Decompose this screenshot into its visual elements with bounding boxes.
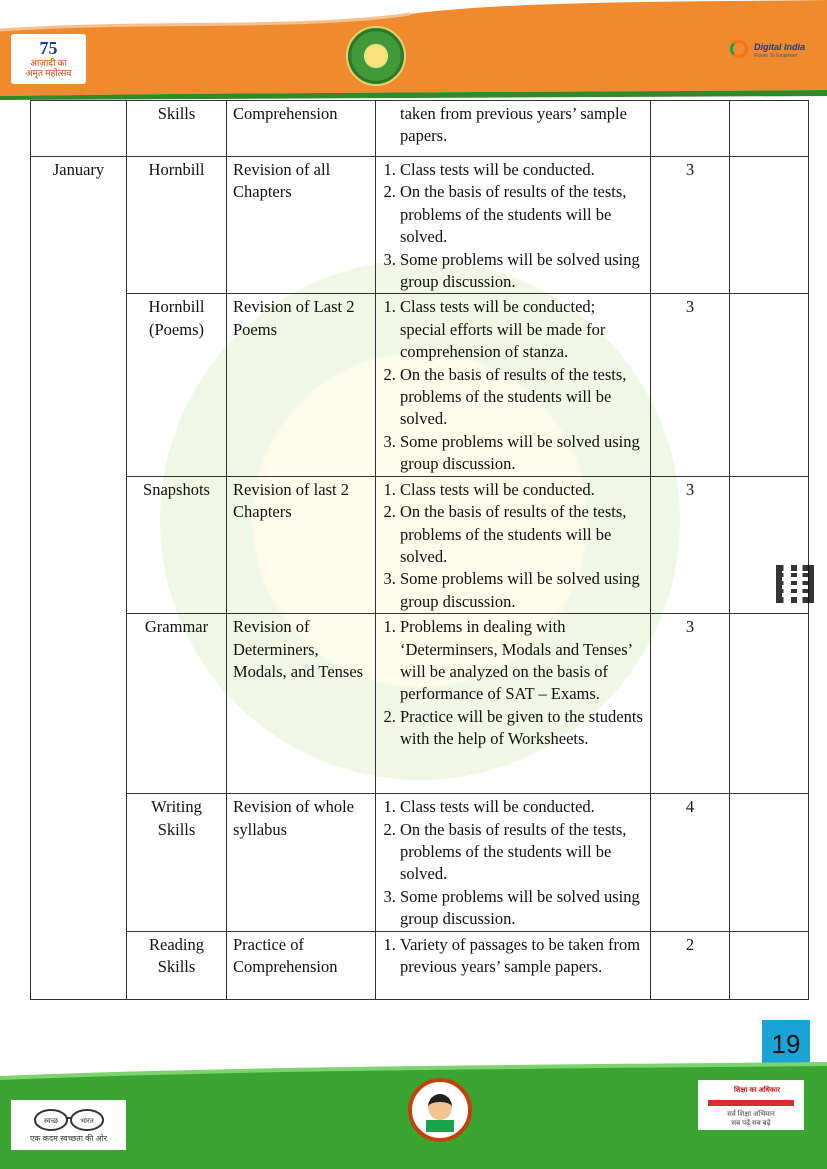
table-row (31, 294, 809, 476)
activity-item: 3. Some problems will be solved using group discussion. (400, 568, 644, 613)
activities-cell (376, 931, 651, 999)
topic-cell: Grammar (127, 614, 227, 794)
topic-cell: Snapshots (127, 476, 227, 613)
remarks-cell (730, 931, 809, 999)
periods-cell: 3 (651, 294, 730, 476)
activity-item: 1. Problems in dealing with ‘Determinsers, Modals and Tenses’ will be analyzed on the basis of performance of SAT – Exams. (400, 616, 644, 706)
shiksha-ka-adhikar-logo: शिक्षा का अधिकार सर्व शिक्षा अभियान सब पढ़ें सब बढ़ें (698, 1080, 804, 1130)
activity-item: 2. On the basis of results of the tests, problems of the students will be solved. (400, 364, 644, 431)
topic-cell: Writing Skills (127, 794, 227, 931)
activity-item: 1. Variety of passages to be taken from previous years’ sample papers. (400, 934, 644, 979)
beti-bachao-logo (408, 1078, 472, 1142)
month-cell: January (31, 157, 127, 1000)
activities-cell (376, 614, 651, 794)
table-row (31, 101, 809, 157)
subtopic-cell: Revision of all Chapters (227, 157, 376, 294)
header-band (0, 0, 827, 100)
periods-cell: 2 (651, 931, 730, 999)
remarks-cell (730, 794, 809, 931)
subtopic-cell: Revision of whole syllabus (227, 794, 376, 931)
activity-item: 1. Class tests will be conducted. (400, 159, 644, 181)
remarks-cell (730, 157, 809, 294)
activity-item: 1. Class tests will be conducted; special efforts will be made for comprehension of stanza. (400, 296, 644, 363)
page-footer (0, 1060, 827, 1169)
digital-india-icon (730, 40, 748, 58)
remarks-cell (730, 614, 809, 794)
svg-text:स्वच्छ: स्वच्छ (43, 1118, 59, 1125)
table-row (31, 794, 809, 931)
activities-cell (376, 294, 651, 476)
glasses-icon (29, 1106, 109, 1132)
remarks-cell (730, 294, 809, 476)
activity-item: 2. On the basis of results of the tests, problems of the students will be solved. (400, 181, 644, 248)
digital-india-logo: Digital India Power To Empower (730, 38, 810, 68)
topic-cell: Hornbill (Poems) (127, 294, 227, 476)
page-header (0, 0, 827, 100)
activity-item: 1. Class tests will be conducted. (400, 479, 644, 501)
activities-cell (376, 157, 651, 294)
activities-cell (376, 476, 651, 613)
activity-item: 2. Practice will be given to the students with the help of Worksheets. (400, 706, 644, 751)
activities-cell (376, 101, 651, 157)
subtopic-cell: Practice of Comprehension (227, 931, 376, 999)
activity-item: 3. Some problems will be solved using group discussion. (400, 886, 644, 931)
activity-item: taken from previous years’ sample papers. (400, 104, 627, 146)
book-icon (426, 1120, 454, 1132)
activity-item: 3. Some problems will be solved using group discussion. (400, 249, 644, 294)
table-row (31, 931, 809, 999)
subtopic-cell: Revision of last 2 Chapters (227, 476, 376, 613)
azadi-amrit-mahotsav-logo: 75 आज़ादी का अमृत महोत्सव (11, 34, 86, 84)
svg-text:भारत: भारत (80, 1118, 94, 1125)
periods-cell: 3 (651, 476, 730, 613)
topic-cell: Hornbill (127, 157, 227, 294)
activity-item: 2. On the basis of results of the tests, problems of the students will be solved. (400, 819, 644, 886)
activity-item: 2. On the basis of results of the tests, problems of the students will be solved. (400, 501, 644, 568)
activity-item: 3. Some problems will be solved using group discussion. (400, 431, 644, 476)
periods-cell: 4 (651, 794, 730, 931)
board-emblem-icon (346, 26, 406, 86)
activity-item: 1. Class tests will be conducted. (400, 796, 644, 818)
page-number: 19 (762, 1020, 810, 1068)
remarks-cell (730, 101, 809, 157)
topic-cell: Skills (127, 101, 227, 157)
qr-code (776, 565, 814, 603)
table-row (31, 157, 809, 294)
month-cell (31, 101, 127, 157)
periods-cell: 3 (651, 157, 730, 294)
table-row (31, 476, 809, 613)
activities-cell (376, 794, 651, 931)
subtopic-cell: Comprehension (227, 101, 376, 157)
syllabus-table (30, 100, 809, 1000)
subtopic-cell: Revision of Determiners, Modals, and Tenses (227, 614, 376, 794)
periods-cell: 3 (651, 614, 730, 794)
subtopic-cell: Revision of Last 2 Poems (227, 294, 376, 476)
topic-cell: Reading Skills (127, 931, 227, 999)
table-row (31, 614, 809, 794)
girl-face-icon (428, 1094, 452, 1120)
swachh-bharat-logo: स्वच्छ भारत एक कदम स्वच्छता की ओर (11, 1100, 126, 1150)
periods-cell (651, 101, 730, 157)
